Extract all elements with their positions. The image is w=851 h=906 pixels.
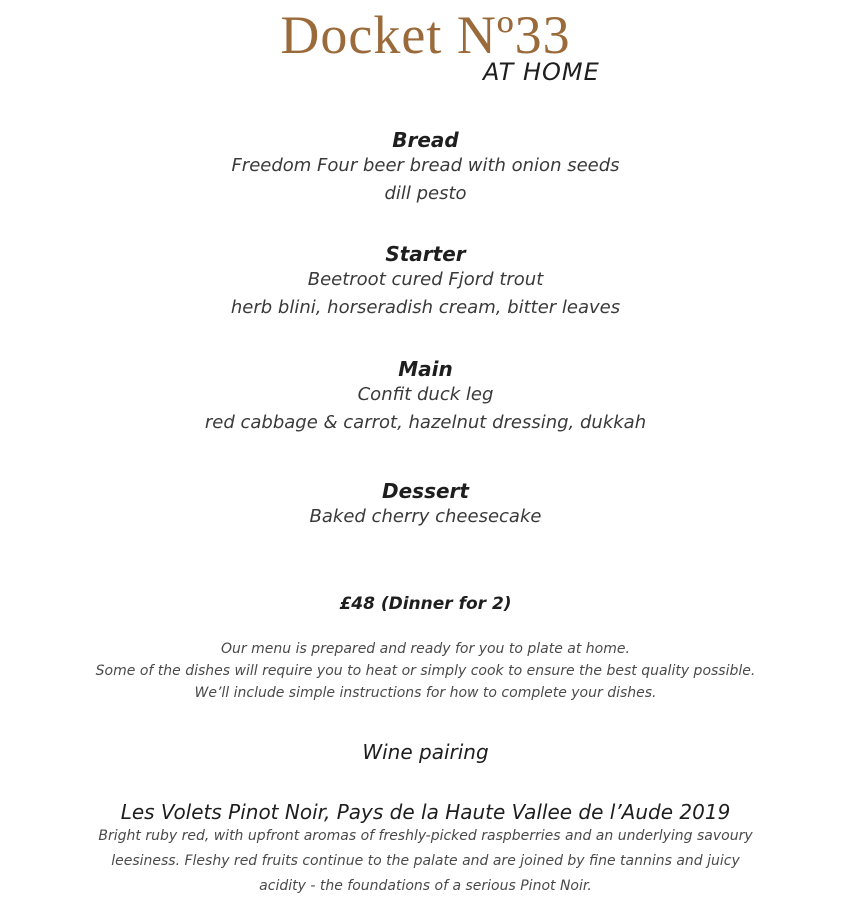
course-title: Bread bbox=[392, 128, 459, 152]
menu-section-starter bbox=[0, 242, 851, 322]
wine-name: Les Volets Pinot Noir, Pays de la Haute Vallee de l’Aude 2019 bbox=[120, 800, 731, 824]
menu-section-bread bbox=[0, 128, 851, 208]
menu-section-dessert bbox=[0, 479, 851, 531]
wine-heading-section bbox=[0, 740, 851, 764]
menu-section-main bbox=[0, 357, 851, 437]
course-title: Main bbox=[398, 357, 453, 381]
course-title: Starter bbox=[385, 242, 466, 266]
price-text: £48 (Dinner for 2) bbox=[339, 594, 512, 614]
dish-line: Confit duck leg bbox=[357, 384, 494, 405]
dish-line: Beetroot cured Fjord trout bbox=[307, 269, 544, 290]
note-line: Some of the dishes will require you to heat or simply cook to ensure the best quality possible. bbox=[95, 663, 756, 679]
dish-line: dill pesto bbox=[384, 183, 467, 204]
brand-subtitle: AT HOME bbox=[483, 58, 600, 86]
dish-line: red cabbage & carrot, hazelnut dressing, dukkah bbox=[204, 412, 647, 433]
wine-description-line: leesiness. Fleshy red fruits continue to the palate and are joined by fine tannins and juicy bbox=[111, 853, 740, 869]
dish-line: herb blini, horseradish cream, bitter leaves bbox=[230, 297, 621, 318]
wine-section bbox=[0, 800, 851, 899]
wine-heading: Wine pairing bbox=[362, 740, 489, 764]
dish-line: Baked cherry cheesecake bbox=[309, 506, 542, 527]
brand-logo bbox=[0, 0, 851, 110]
wine-description-line: acidity - the foundations of a serious Pinot Noir. bbox=[259, 878, 592, 894]
price-section bbox=[0, 594, 851, 614]
note-line: We’ll include simple instructions for how to complete your dishes. bbox=[194, 685, 657, 701]
brand-name: Docket Nº33 bbox=[280, 5, 571, 65]
wine-description-line: Bright ruby red, with upfront aromas of freshly-picked raspberries and an underlying savoury bbox=[98, 828, 753, 844]
note-line: Our menu is prepared and ready for you to plate at home. bbox=[221, 641, 630, 657]
dish-line: Freedom Four beer bread with onion seeds bbox=[231, 155, 620, 176]
course-title: Dessert bbox=[382, 479, 469, 503]
notes-section bbox=[0, 638, 851, 704]
